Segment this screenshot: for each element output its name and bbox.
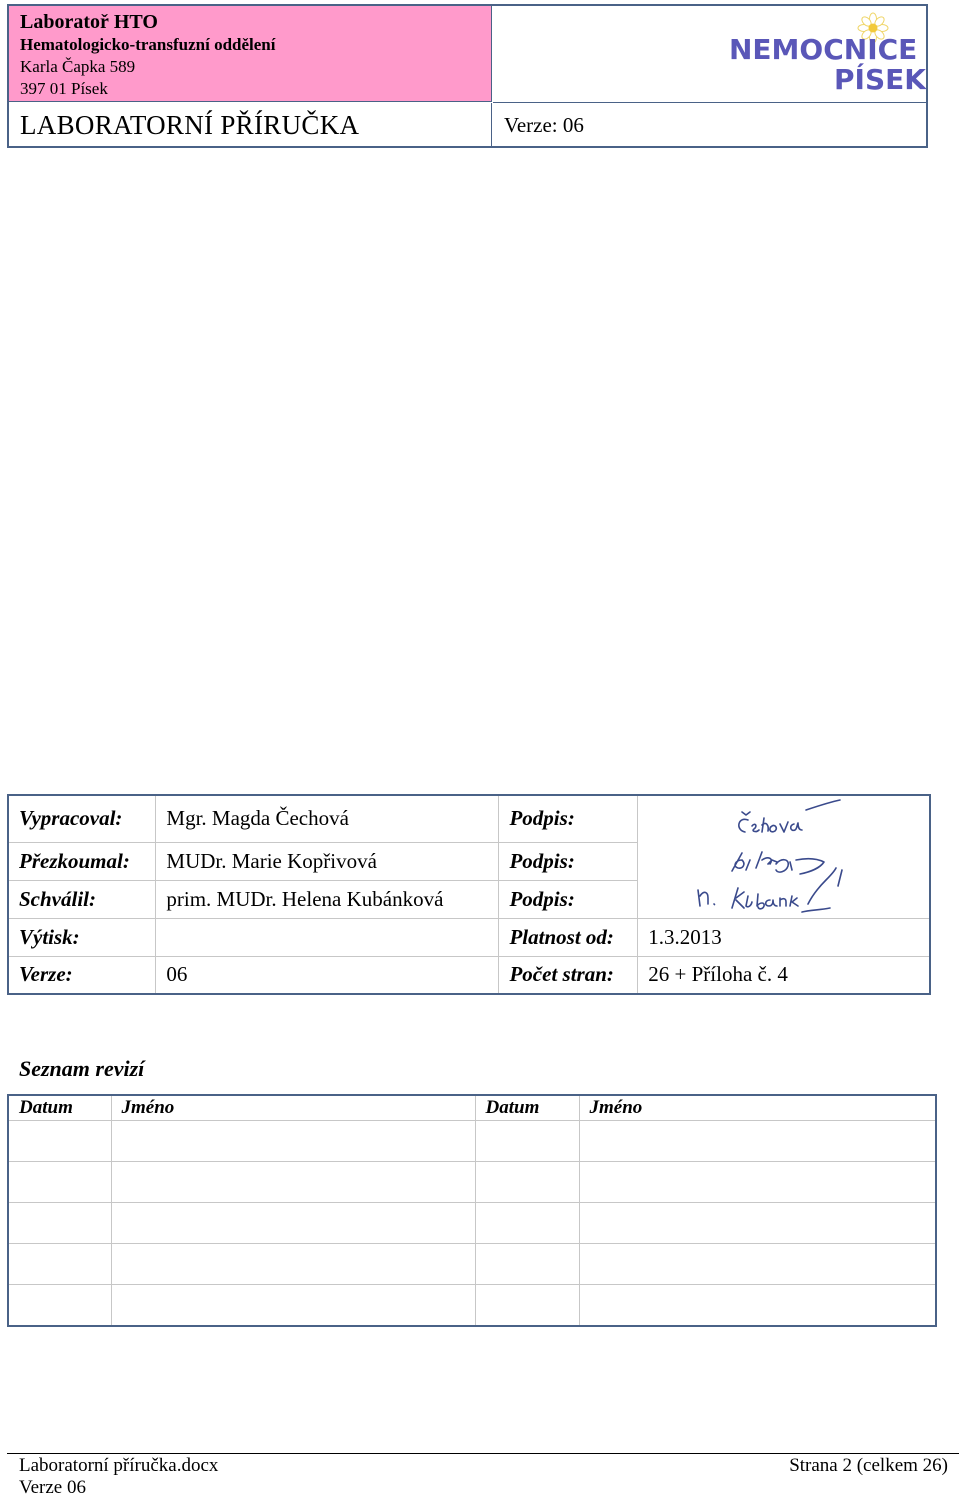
row-label-2: Počet stran: <box>499 956 638 994</box>
row-label: Přezkoumal: <box>8 842 156 880</box>
department-name: Hematologicko-transfuzní oddělení <box>20 35 276 54</box>
cell <box>111 1162 475 1203</box>
footer-left <box>19 1455 218 1499</box>
logo-line-1: NEMOCNICE <box>729 33 918 66</box>
row-label-2: Podpis: <box>499 795 638 842</box>
table-row <box>8 956 930 994</box>
column-header-date: Datum <box>8 1095 111 1121</box>
column-header-date-2: Datum <box>475 1095 579 1121</box>
table-row <box>8 1121 936 1162</box>
column-header-name: Jméno <box>111 1095 475 1121</box>
cell <box>111 1203 475 1244</box>
row-label-2: Podpis: <box>499 880 638 918</box>
table-row <box>8 1203 936 1244</box>
cell <box>8 1162 111 1203</box>
footer-filename: Laboratorní příručka.docx <box>19 1455 219 1476</box>
cell <box>8 1121 111 1162</box>
table-row <box>8 1244 936 1285</box>
column-header-name-2: Jméno <box>579 1095 936 1121</box>
table-row <box>8 1162 936 1203</box>
footer-divider <box>7 1453 959 1454</box>
cell <box>111 1244 475 1285</box>
street-address: Karla Čapka 589 <box>20 57 136 76</box>
revisions-table <box>7 1094 937 1327</box>
row-value-2: 26 + Příloha č. 4 <box>638 956 930 994</box>
cell <box>579 1244 936 1285</box>
lab-address-block <box>9 6 492 102</box>
revisions-heading: Seznam revizí <box>19 1056 145 1081</box>
row-label: Výtisk: <box>8 918 156 956</box>
cell <box>111 1285 475 1327</box>
row-value: prim. MUDr. Helena Kubánková <box>156 880 499 918</box>
row-value: Mgr. Magda Čechová <box>156 795 499 842</box>
cell <box>579 1285 936 1327</box>
hospital-logo <box>493 6 926 103</box>
lab-name: Laboratoř HTO <box>20 11 158 33</box>
document-header <box>7 4 928 148</box>
row-label-2: Platnost od: <box>499 918 638 956</box>
cell <box>475 1162 579 1203</box>
table-row <box>8 918 930 956</box>
cell <box>475 1121 579 1162</box>
cell <box>579 1121 936 1162</box>
row-label-2: Podpis: <box>499 842 638 880</box>
signature-cell <box>638 880 930 918</box>
row-label: Schválil: <box>8 880 156 918</box>
signature-cell <box>638 795 930 842</box>
document-title: LABORATORNÍ PŘÍRUČKA <box>9 103 492 148</box>
cell <box>579 1162 936 1203</box>
cell <box>8 1244 111 1285</box>
row-value: 06 <box>156 956 499 994</box>
footer-page-number: Strana 2 (celkem 26) <box>789 1455 948 1476</box>
row-value <box>156 918 499 956</box>
cell <box>8 1203 111 1244</box>
row-label: Verze: <box>8 956 156 994</box>
row-label: Vypracoval: <box>8 795 156 842</box>
approval-table <box>7 794 931 995</box>
document-version: Verze: 06 <box>504 113 584 137</box>
cell <box>475 1285 579 1327</box>
signature-cell <box>638 842 930 880</box>
table-header-row <box>8 1095 936 1121</box>
logo-line-2: PÍSEK <box>834 63 926 96</box>
cell <box>579 1203 936 1244</box>
table-row <box>8 842 930 880</box>
row-value: MUDr. Marie Kopřivová <box>156 842 499 880</box>
cell <box>111 1121 475 1162</box>
table-row <box>8 1285 936 1327</box>
cell <box>8 1285 111 1327</box>
city-address: 397 01 Písek <box>20 79 108 98</box>
table-row <box>8 795 930 842</box>
row-value-2: 1.3.2013 <box>638 918 930 956</box>
footer-version: Verze 06 <box>19 1477 86 1498</box>
cell <box>475 1203 579 1244</box>
cell <box>475 1244 579 1285</box>
table-row <box>8 880 930 918</box>
